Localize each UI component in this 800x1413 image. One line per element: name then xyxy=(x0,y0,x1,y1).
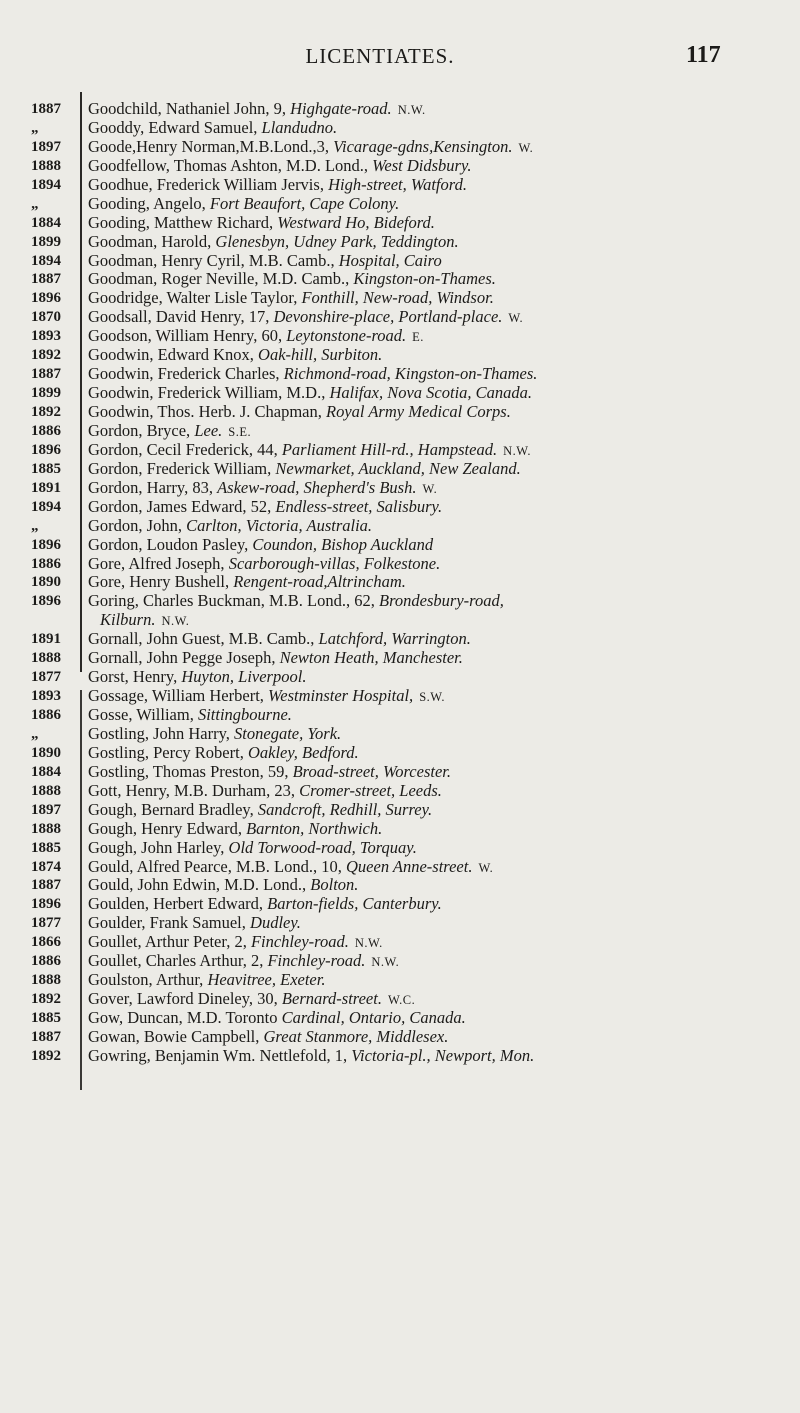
entry-postal-district: N.W. xyxy=(354,936,383,951)
list-item xyxy=(88,100,788,119)
entry-address: Scarborough-villas, Folkestone. xyxy=(228,553,441,573)
entry-postal-district: N.W. xyxy=(397,103,426,117)
entry-address: Llandudno. xyxy=(261,117,338,137)
entry-name: Goodwin, Frederick William, M.D., xyxy=(88,383,326,403)
list-item xyxy=(88,1028,788,1047)
entry-address: Glenesbyn, Udney Park, Teddington. xyxy=(215,231,459,251)
entry-address: Oak-hill, Surbiton. xyxy=(258,345,383,365)
entry-name: Gordon, James Edward, 52, xyxy=(88,496,272,516)
entry-year: 1888 xyxy=(31,820,61,837)
entry-name: Gossage, William Herbert, xyxy=(88,686,264,706)
list-item xyxy=(88,270,788,289)
entry-postal-district: N.W. xyxy=(503,443,532,458)
entry-year: 1885 xyxy=(31,460,61,477)
entry-address: Rengent-road,Altrincham. xyxy=(233,572,406,592)
entry-year: 1884 xyxy=(31,214,61,231)
entry-postal-district: W.C. xyxy=(387,993,416,1008)
entry-name: Goodwin, Thos. Herb. J. Chapman, xyxy=(88,402,322,421)
list-item xyxy=(88,763,788,782)
list-item xyxy=(88,668,788,687)
entry-year: 1896 xyxy=(31,290,61,307)
list-item xyxy=(88,555,788,574)
entry-name: Gould, Alfred Pearce, M.B. Lond., 10, xyxy=(88,856,342,876)
entry-year: 1887 xyxy=(31,366,61,383)
entry-name: Goodwin, Frederick Charles, xyxy=(88,364,280,384)
list-item xyxy=(88,630,788,649)
list-item xyxy=(88,782,788,801)
list-item xyxy=(88,801,788,820)
entry-name: Gordon, John, xyxy=(88,515,182,535)
entry-postal-district: N.W. xyxy=(161,614,190,629)
list-item xyxy=(88,573,788,592)
list-item xyxy=(88,706,788,725)
entry-address: Victoria-pl., Newport, Mon. xyxy=(351,1045,535,1065)
entry-postal-district: S.E. xyxy=(228,424,252,439)
list-item xyxy=(88,365,788,384)
entry-year: 1887 xyxy=(31,877,61,894)
entry-address: Vicarage-gdns,Kensington. xyxy=(333,136,513,156)
entry-name: Gore, Alfred Joseph, xyxy=(88,553,225,573)
entry-address: Newton Heath, Manchester. xyxy=(279,648,463,668)
entry-address: Cromer-street, Leeds. xyxy=(299,780,442,800)
entry-address: Carlton, Victoria, Australia. xyxy=(186,515,373,535)
list-item xyxy=(88,327,788,346)
entry-address: Newmarket, Auckland, New Zealand. xyxy=(275,458,521,478)
entry-year: 1896 xyxy=(31,593,61,610)
entry-year: 1887 xyxy=(31,271,61,288)
entry-address: Queen Anne-street. xyxy=(346,856,473,876)
entry-postal-district: W. xyxy=(422,481,438,496)
list-item xyxy=(88,1009,788,1028)
entry-address: Lee. xyxy=(194,420,223,440)
entry-name: Goulder, Frank Samuel, xyxy=(88,913,246,933)
list-item xyxy=(88,403,788,422)
list-item xyxy=(88,498,788,517)
entry-year: 1897 xyxy=(31,138,61,155)
entry-name: Goodman, Roger Neville, M.D. Camb., xyxy=(88,269,350,289)
entry-name: Goodsall, David Henry, 17, xyxy=(88,307,270,327)
entry-name: Gordon, Harry, 83, xyxy=(88,477,213,497)
entry-address: Halifax, Nova Scotia, Canada. xyxy=(329,383,533,403)
entry-year: 1896 xyxy=(31,896,61,913)
list-item xyxy=(88,744,788,763)
entry-address: Oakley, Bedford. xyxy=(247,742,359,762)
list-item xyxy=(88,895,788,914)
list-item xyxy=(88,876,788,895)
entry-address: Parliament Hill-rd., Hampstead. xyxy=(281,439,498,459)
entry-name: Gott, Henry, M.B. Durham, 23, xyxy=(88,780,295,800)
entry-year: „ xyxy=(31,517,39,534)
list-item xyxy=(88,952,788,971)
entry-address: Westward Ho, Bideford. xyxy=(277,212,435,232)
list-item xyxy=(88,479,788,498)
entry-address: Endless-street, Salisbury. xyxy=(275,496,443,516)
list-item xyxy=(88,971,788,990)
entry-year: 1892 xyxy=(31,404,61,420)
entry-postal-district: W. xyxy=(508,311,524,326)
list-item xyxy=(88,119,788,138)
list-item xyxy=(88,687,788,706)
entry-name: Gooding, Angelo, xyxy=(88,193,206,213)
entry-name: Gostling, Thomas Preston, 59, xyxy=(88,761,289,781)
entry-year: 1891 xyxy=(31,479,61,496)
entry-year: 1888 xyxy=(31,972,61,989)
entry-year: 1899 xyxy=(31,385,61,402)
entry-address: Kingston-on-Thames. xyxy=(353,269,496,289)
entry-year: 1887 xyxy=(31,101,61,117)
list-item xyxy=(88,858,788,877)
entry-address: Finchley-road. xyxy=(267,951,366,971)
entry-address: Dudley. xyxy=(250,913,301,933)
list-item xyxy=(88,839,788,858)
entry-year: 1874 xyxy=(31,858,61,875)
list-item xyxy=(88,233,788,252)
entry-year: 1894 xyxy=(31,176,61,193)
list-item xyxy=(88,592,788,630)
entry-address: Richmond-road, Kingston-on-Thames. xyxy=(283,364,538,384)
entry-address: West Didsbury. xyxy=(372,155,472,175)
entry-address: Hospital, Cairo xyxy=(338,250,442,270)
entry-address: Heavitree, Exeter. xyxy=(207,970,326,990)
entry-address: Devonshire-place, Portland-place. xyxy=(273,307,503,327)
year-column xyxy=(31,100,81,1066)
entry-year: 1888 xyxy=(31,782,61,799)
entry-name: Goulden, Herbert Edward, xyxy=(88,894,264,914)
list-item xyxy=(88,933,788,952)
entry-year: 1888 xyxy=(31,650,61,667)
entry-year: 1893 xyxy=(31,328,61,345)
entry-postal-district: S.W. xyxy=(419,690,446,705)
entry-year: 1891 xyxy=(31,631,61,648)
entry-name: Goodman, Harold, xyxy=(88,231,212,251)
entry-name: Goodson, William Henry, 60, xyxy=(88,326,283,346)
entry-name: Gough, Henry Edward, xyxy=(88,818,242,838)
entry-year: 1885 xyxy=(31,839,61,856)
entry-address: Bernard-street. xyxy=(281,989,382,1009)
entry-address: Westminster Hospital, xyxy=(268,686,414,706)
entry-name: Gooding, Matthew Richard, xyxy=(88,212,274,232)
entry-year: 1896 xyxy=(31,536,61,553)
running-title: LICENTIATES. xyxy=(305,44,455,68)
entry-name: Goodwin, Edward Knox, xyxy=(88,345,254,365)
list-item xyxy=(88,422,788,441)
entry-year: 1870 xyxy=(31,309,61,326)
entry-name: Gover, Lawford Dineley, 30, xyxy=(88,989,278,1009)
entry-name: Goodridge, Walter Lisle Taylor, xyxy=(88,288,298,308)
list-item xyxy=(88,725,788,744)
entry-address-continued: Kilburn. xyxy=(100,610,156,630)
list-item xyxy=(88,289,788,308)
entry-address: Latchford, Warrington. xyxy=(318,629,471,649)
entry-year: 1899 xyxy=(31,233,61,250)
list-item xyxy=(88,441,788,460)
list-item xyxy=(88,517,788,536)
list-item xyxy=(88,1047,788,1066)
entry-address: Bolton. xyxy=(310,875,359,895)
list-item xyxy=(88,157,788,176)
list-item xyxy=(88,820,788,839)
entry-address: Coundon, Bishop Auckland xyxy=(252,534,434,554)
entry-year: 1894 xyxy=(31,498,61,515)
entry-postal-district: E. xyxy=(412,330,424,345)
entry-address: Barnton, Northwich. xyxy=(246,818,383,838)
list-item xyxy=(88,195,788,214)
entry-name: Gowan, Bowie Campbell, xyxy=(88,1026,260,1046)
entry-name: Gordon, Bryce, xyxy=(88,420,191,440)
entry-name: Goodhue, Frederick William Jervis, xyxy=(88,174,324,194)
entry-address: Sandcroft, Redhill, Surrey. xyxy=(257,799,433,819)
entry-name: Gordon, Cecil Frederick, 44, xyxy=(88,439,278,459)
entry-year: 1877 xyxy=(31,915,61,932)
entry-year: 1866 xyxy=(31,934,61,951)
list-item xyxy=(88,990,788,1009)
entry-year: 1887 xyxy=(31,1028,61,1045)
list-item xyxy=(88,460,788,479)
entry-name: Gow, Duncan, M.D. Toronto xyxy=(88,1008,278,1028)
entry-address: Stonegate, York. xyxy=(234,723,342,743)
list-item xyxy=(88,308,788,327)
entry-address: Broad-street, Worcester. xyxy=(292,761,451,781)
entry-address: Royal Army Medical Corps. xyxy=(326,402,511,421)
entry-name: Gordon, Frederick William, xyxy=(88,458,272,478)
list-item xyxy=(88,214,788,233)
entry-name: Gornall, John Pegge Joseph, xyxy=(88,648,276,668)
entry-address: High-street, Watford. xyxy=(328,174,467,194)
entry-year: 1896 xyxy=(31,441,61,458)
entry-year: 1890 xyxy=(31,574,61,591)
list-item xyxy=(88,176,788,195)
entry-address: Askew-road, Shepherd's Bush. xyxy=(217,477,417,497)
entry-year: 1890 xyxy=(31,744,61,761)
entry-name: Gould, John Edwin, M.D. Lond., xyxy=(88,875,307,895)
entry-year: 1892 xyxy=(31,991,61,1008)
list-item xyxy=(88,138,788,157)
entry-address: Fonthill, New-road, Windsor. xyxy=(301,288,494,308)
entry-year: 1892 xyxy=(31,1047,61,1064)
entry-year: 1877 xyxy=(31,669,61,686)
entry-postal-district: W. xyxy=(518,140,534,155)
entry-name: Gordon, Loudon Pasley, xyxy=(88,534,249,554)
list-item xyxy=(88,914,788,933)
entry-year: 1885 xyxy=(31,1010,61,1027)
entry-name: Gough, John Harley, xyxy=(88,837,225,857)
entry-postal-district: W. xyxy=(478,860,494,875)
entry-year: 1886 xyxy=(31,953,61,970)
entry-year: 1886 xyxy=(31,707,61,724)
entry-name: Gough, Bernard Bradley, xyxy=(88,799,254,819)
entry-name: Goullet, Arthur Peter, 2, xyxy=(88,932,247,952)
entry-name: Gornall, John Guest, M.B. Camb., xyxy=(88,629,315,649)
licentiates-list xyxy=(88,100,788,1066)
entry-address: Brondesbury-road, xyxy=(379,591,504,611)
entry-name: Gooddy, Edward Samuel, xyxy=(88,117,258,137)
entry-address: Barton-fields, Canterbury. xyxy=(267,894,442,914)
entry-name: Gostling, Percy Robert, xyxy=(88,742,244,762)
entry-name: Goodfellow, Thomas Ashton, M.D. Lond., xyxy=(88,155,369,175)
entry-name: Gowring, Benjamin Wm. Nettlefold, 1, xyxy=(88,1045,348,1065)
entry-year: 1884 xyxy=(31,763,61,780)
entry-address: Huyton, Liverpool. xyxy=(181,667,307,687)
entry-year: 1892 xyxy=(31,347,61,364)
entry-name: Goodman, Henry Cyril, M.B. Camb., xyxy=(88,250,335,270)
entry-year: 1886 xyxy=(31,422,61,439)
page-header xyxy=(0,42,800,82)
list-item xyxy=(88,346,788,365)
entry-name: Gosse, William, xyxy=(88,705,194,725)
entry-address: Great Stanmore, Middlesex. xyxy=(263,1026,449,1046)
entry-name: Gostling, John Harry, xyxy=(88,723,230,743)
entry-year: 1886 xyxy=(31,555,61,572)
entry-name: Gore, Henry Bushell, xyxy=(88,572,230,592)
list-item xyxy=(88,384,788,403)
entry-address: Sittingbourne. xyxy=(197,705,292,725)
entry-year: „ xyxy=(31,725,39,742)
entry-year: 1897 xyxy=(31,801,61,818)
list-item xyxy=(88,649,788,668)
entry-name: Gorst, Henry, xyxy=(88,667,178,687)
entry-address: Leytonstone-road. xyxy=(286,326,407,346)
entry-address: Old Torwood-road, Torquay. xyxy=(228,837,417,857)
page-number: 117 xyxy=(686,42,721,68)
entry-postal-district: N.W. xyxy=(371,955,400,970)
list-item xyxy=(88,536,788,555)
entry-name: Goodchild, Nathaniel John, 9, xyxy=(88,99,286,118)
entry-name: Goulston, Arthur, xyxy=(88,970,204,990)
entry-year: 1888 xyxy=(31,157,61,174)
entry-address: Finchley-road. xyxy=(250,932,349,952)
entry-year: „ xyxy=(31,195,39,212)
entry-year: 1893 xyxy=(31,688,61,705)
entry-name: Goring, Charles Buckman, M.B. Lond., 62, xyxy=(88,591,375,611)
entry-address: Highgate-road. xyxy=(290,99,392,118)
entry-year: 1894 xyxy=(31,252,61,269)
entry-name: Goullet, Charles Arthur, 2, xyxy=(88,951,264,971)
entry-address: Cardinal, Ontario, Canada. xyxy=(281,1008,466,1028)
entry-name: Goode,Henry Norman,M.B.Lond.,3, xyxy=(88,136,330,156)
entry-address: Fort Beaufort, Cape Colony. xyxy=(209,193,400,213)
list-item xyxy=(88,252,788,271)
entry-year: „ xyxy=(31,119,39,136)
